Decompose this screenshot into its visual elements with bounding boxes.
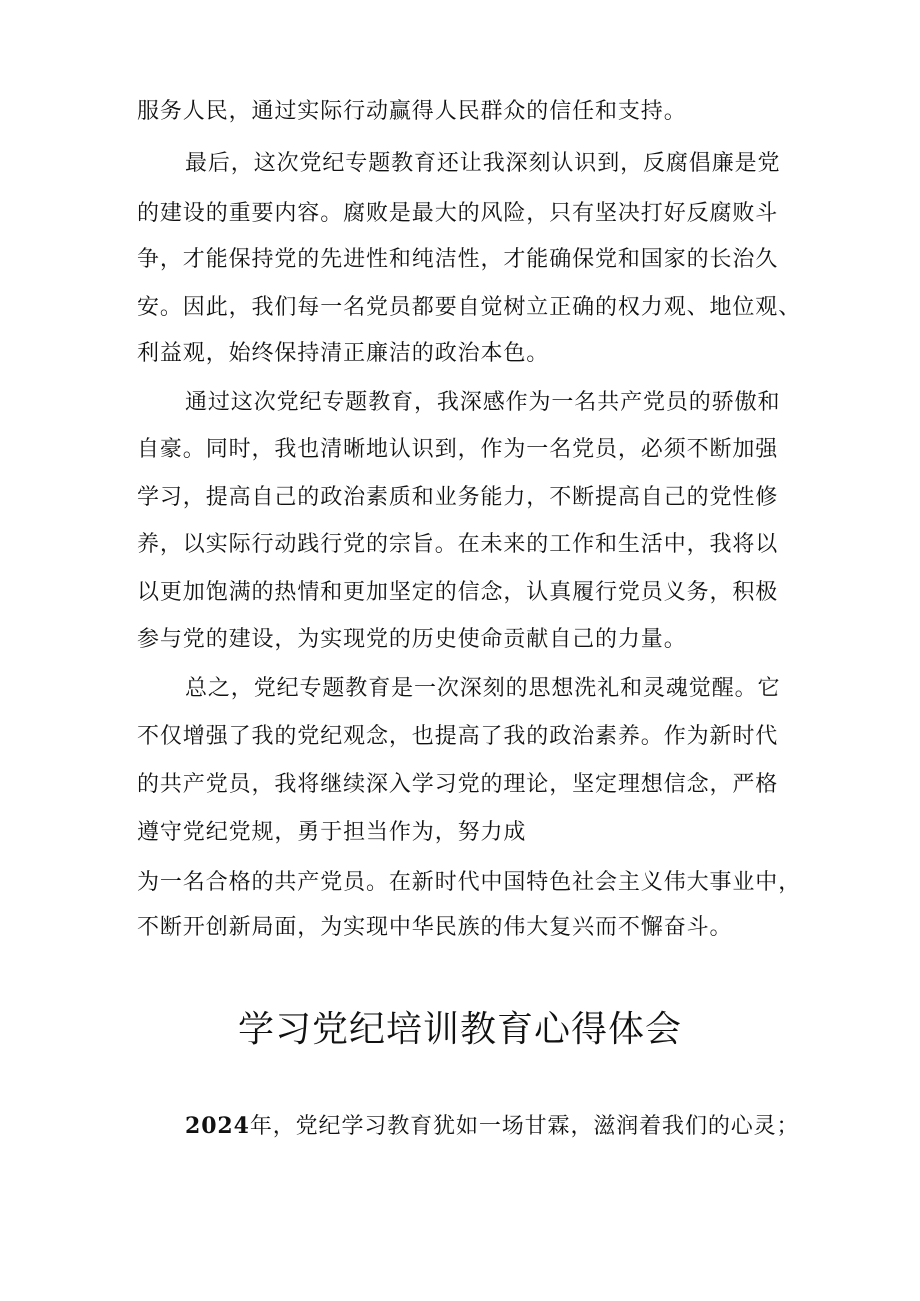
body-line: 安。因此，我们每一名党员都要自觉树立正确的权力观、地位观、 bbox=[137, 295, 802, 320]
body-line: 养，以实际行动践行党的宗旨。在未来的工作和生活中，我将以 bbox=[137, 532, 779, 557]
section-title: 学习党纪培训教育心得体会 bbox=[237, 1009, 682, 1050]
body-line: 争，才能保持党的先进性和纯洁性，才能确保党和国家的长治久 bbox=[137, 247, 779, 272]
body-line: 最后，这次党纪专题教育还让我深刻认识到，反腐倡廉是党 bbox=[185, 151, 781, 176]
body-line-text: 年，党纪学习教育犹如一场甘霖，滋润着我们的心灵； bbox=[249, 1114, 800, 1139]
body-line: 服务人民，通过实际行动赢得人民群众的信任和支持。 bbox=[137, 99, 687, 124]
body-line: 遵守党纪党规，勇于担当作为，努力成 bbox=[137, 820, 527, 845]
year-text: 2024 bbox=[185, 1113, 250, 1139]
body-line: 的建设的重要内容。腐败是最大的风险，只有坚决打好反腐败斗 bbox=[137, 201, 779, 226]
body-line: 为一名合格的共产党员。在新时代中国特色社会主义伟大事业中， bbox=[137, 870, 802, 895]
body-line: 总之，党纪专题教育是一次深刻的思想洗礼和灵魂觉醒。它 bbox=[185, 676, 781, 701]
body-line: 的共产党员，我将继续深入学习党的理论，坚定理想信念，严格 bbox=[137, 772, 779, 797]
body-line: 不断开创新局面，为实现中华民族的伟大复兴而不懈奋斗。 bbox=[137, 915, 733, 940]
body-line: 不仅增强了我的党纪观念，也提高了我的政治素养。作为新时代 bbox=[137, 724, 779, 749]
body-line: 参与党的建设，为实现党的历史使命贡献自己的力量。 bbox=[137, 627, 687, 652]
body-line: 学习，提高自己的政治素质和业务能力，不断提高自己的党性修 bbox=[137, 485, 779, 510]
body-line: 利益观，始终保持清正廉洁的政治本色。 bbox=[137, 341, 550, 366]
body-line bbox=[185, 1111, 799, 1142]
body-line: 通过这次党纪专题教育，我深感作为一名共产党员的骄傲和 bbox=[185, 390, 781, 415]
body-line: 以更加饱满的热情和更加坚定的信念，认真履行党员义务，积极 bbox=[137, 580, 779, 605]
body-line: 自豪。同时，我也清晰地认识到，作为一名党员，必须不断加强 bbox=[137, 437, 779, 462]
